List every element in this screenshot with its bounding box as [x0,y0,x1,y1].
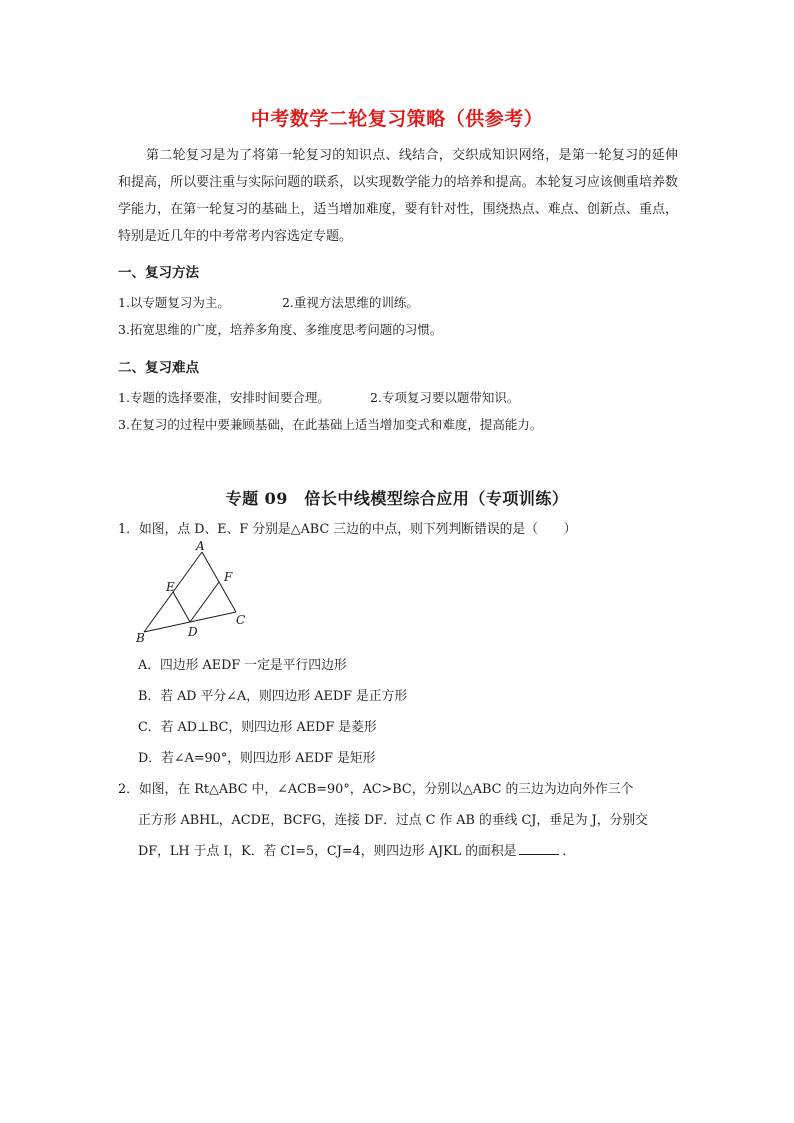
question-2-text-before-blank: DF，LH 于点 I，K．若 CI=5，CJ=4，则四边形 AJKL 的面积是 [138,844,517,859]
intro-paragraph: 第二轮复习是为了将第一轮复习的知识点、线结合，交织成知识网络，是第一轮复习的延伸和提高，所以要注重与实际问题的联系，以实现数学能力的培养和提高。本轮复习应该侧重培养数学能力，在第一轮复习的基础上，适当增加难度，要有针对性，围绕热点、难点、创新点、重点，特别是近几年的中考常考内容选定专题。 [118,148,678,244]
segment-ed [173,592,190,622]
question-1-option-d: D．若∠A=90°，则四边形 AEDF 是矩形 [138,751,376,766]
topic-title: 专题 09 倍长中线模型综合应用（专项训练） [225,489,569,508]
label-b: B [136,631,145,645]
question-2-line-1: 2．如图，在 Rt△ABC 中，∠ACB=90°，AC>BC，分别以△ABC 的三边为边向外作三个 [118,782,634,797]
difficulties-item-2: 2.专项复习要以题带知识。 [369,390,520,405]
question-2-line-3 [138,840,575,859]
page-title: 中考数学二轮复习策略（供参考） [250,108,544,130]
triangle-figure [132,540,252,646]
methods-item-1: 1.以专题复习为主。 [118,295,230,310]
label-e: E [166,580,175,594]
question-1-option-c: C．若 AD⊥BC，则四边形 AEDF 是菱形 [138,720,377,735]
label-a: A [196,540,205,553]
label-d: D [188,625,198,639]
label-f: F [224,570,233,584]
question-1-option-b: B．若 AD 平分∠A，则四边形 AEDF 是正方形 [138,689,408,704]
section-heading-difficulties: 二、复习难点 [118,360,199,376]
section-heading-methods: 一、复习方法 [118,265,199,281]
label-c: C [236,613,246,627]
methods-item-2: 2.重视方法思维的训练。 [281,295,419,310]
methods-line-1 [118,293,419,311]
question-2-text-after-blank: ． [562,844,576,859]
difficulties-item-1: 1.专题的选择要准，安排时间要合理。 [118,390,330,405]
answer-blank[interactable] [519,854,559,855]
difficulties-item-3: 3.在复习的过程中要兼顾基础，在此基础上适当增加变式和难度，提高能力。 [118,417,543,432]
question-1-stem: 1．如图，点 D、E、F 分别是△ABC 三边的中点，则下列判断错误的是（ ） [118,522,577,537]
question-1-option-a: A．四边形 AEDF 一定是平行四边形 [138,658,347,673]
segment-df [190,582,219,622]
difficulties-line-1 [118,388,519,406]
question-2-line-2: 正方形 ABHL，ACDE，BCFG，连接 DF．过点 C 作 AB 的垂线 CJ，垂足为 J，分别交 [138,813,648,828]
methods-item-3: 3.拓宽思维的广度，培养多角度、多维度思考问题的习惯。 [118,322,443,337]
